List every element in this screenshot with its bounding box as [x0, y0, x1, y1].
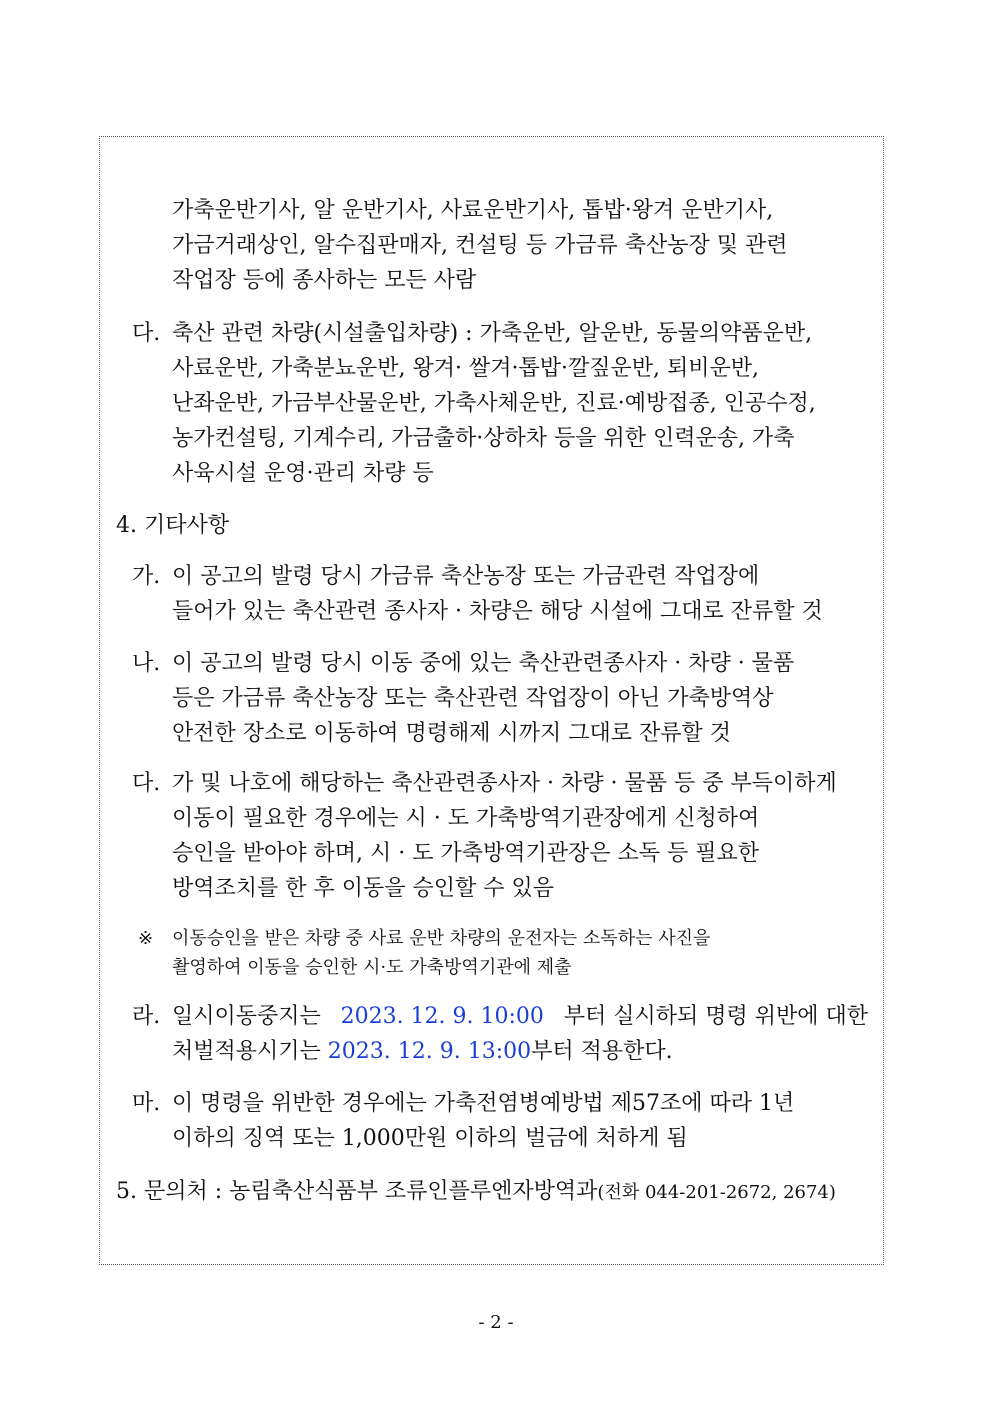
item-marker: 가.	[132, 564, 161, 589]
text-line: 이 공고의 발령 당시 이동 중에 있는 축산관련종사자 · 차량 · 물품	[172, 651, 795, 676]
text-segment: 일시이동중지는	[172, 1004, 321, 1029]
text-segment: 부터 실시하되 명령 위반에 대한	[563, 1004, 868, 1029]
note-line: 촬영하여 이동을 승인한 시·도 가축방역기관에 제출	[172, 957, 572, 978]
text-line: 안전한 장소로 이동하여 명령해제 시까지 그대로 잔류할 것	[172, 721, 732, 746]
item-marker: 다.	[132, 321, 161, 346]
contact-text: 5. 문의처 : 농림축산식품부 조류인플루엔자방역과	[116, 1179, 598, 1204]
note-marker: ※	[138, 928, 154, 949]
contact-phone: (전화 044-201-2672, 2674)	[597, 1182, 836, 1203]
text-line: 승인을 받아야 하며, 시 · 도 가축방역기관장은 소독 등 필요한	[172, 841, 759, 866]
item-marker: 다.	[132, 771, 161, 796]
item-marker: 마.	[132, 1091, 161, 1116]
text-line: 사료운반, 가축분뇨운반, 왕겨· 쌀겨·톱밥·깔짚운반, 퇴비운반,	[172, 356, 759, 381]
note-line: 이동승인을 받은 차량 중 사료 운반 차량의 운전자는 소독하는 사진을	[172, 928, 711, 949]
text-line: 가금거래상인, 알수집판매자, 컨설팅 등 가금류 축산농장 및 관련	[172, 233, 788, 258]
text-line: 사육시설 운영·관리 차량 등	[172, 461, 434, 486]
page-number: - 2 -	[478, 1312, 514, 1333]
text-line: 작업장 등에 종사하는 모든 사람	[172, 268, 477, 293]
item-marker: 라.	[132, 1004, 161, 1029]
penalty-date: 2023. 12. 9. 13:00	[327, 1039, 532, 1064]
text-line: 난좌운반, 가금부산물운반, 가축사체운반, 진료·예방접종, 인공수정,	[172, 391, 816, 416]
text-line: 농가컨설팅, 기계수리, 가금출하·상하차 등을 위한 인력운송, 가축	[172, 426, 795, 451]
text-line	[172, 1004, 868, 1030]
text-line: 이 공고의 발령 당시 가금류 축산농장 또는 가금관련 작업장에	[172, 564, 760, 589]
contact-line	[116, 1179, 872, 1206]
text-line: 등은 가금류 축산농장 또는 축산관련 작업장이 아닌 가축방역상	[172, 686, 774, 711]
text-line: 방역조치를 한 후 이동을 승인할 수 있음	[172, 876, 554, 901]
text-segment: 처벌적용시기는	[172, 1039, 321, 1064]
text-line: 이하의 징역 또는 1,000만원 이하의 벌금에 처하게 됨	[172, 1126, 688, 1151]
start-date: 2023. 12. 9. 10:00	[340, 1004, 544, 1029]
text-segment: 부터 적용한다.	[531, 1039, 673, 1064]
text-line: 가축운반기사, 알 운반기사, 사료운반기사, 톱밥·왕겨 운반기사,	[172, 198, 774, 223]
text-line: 이동이 필요한 경우에는 시 · 도 가축방역기관장에게 신청하여	[172, 806, 760, 831]
section-heading: 4. 기타사항	[116, 513, 229, 538]
item-marker: 나.	[132, 651, 161, 676]
text-line: 이 명령을 위반한 경우에는 가축전염병예방법 제57조에 따라 1년	[172, 1091, 795, 1116]
text-line: 가 및 나호에 해당하는 축산관련종사자 · 차량 · 물품 등 중 부득이하게	[172, 771, 837, 796]
text-line	[172, 1039, 868, 1065]
text-line: 축산 관련 차량(시설출입차량) : 가축운반, 알운반, 동물의약품운반,	[172, 321, 813, 346]
text-line: 들어가 있는 축산관련 종사자 · 차량은 해당 시설에 그대로 잔류할 것	[172, 599, 823, 624]
